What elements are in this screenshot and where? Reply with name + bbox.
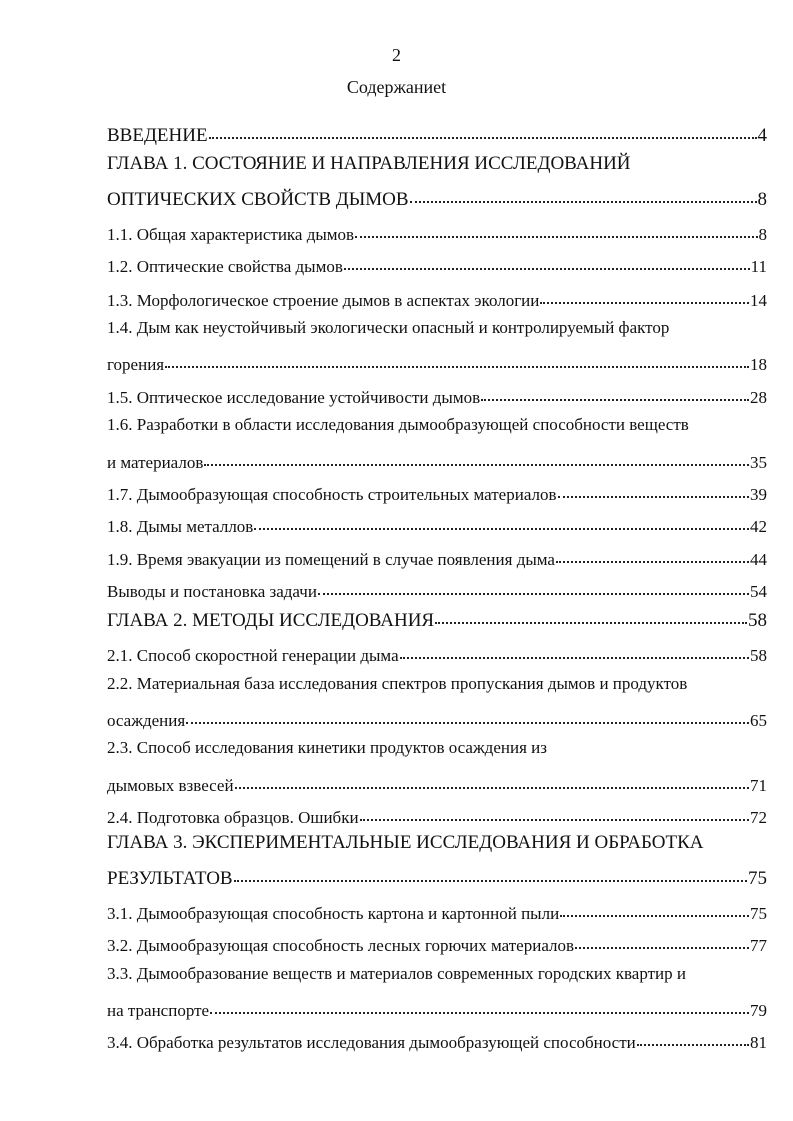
toc-leader-dots [360, 801, 749, 821]
toc-entry-1-6-line1[interactable] [107, 415, 767, 435]
toc-leader-dots [209, 119, 757, 139]
toc-entry-text: ГЛАВА 1. СОСТОЯНИЕ И НАПРАВЛЕНИЯ ИССЛЕДОВАНИЙ [107, 153, 631, 174]
toc-entry-1-4-line1[interactable] [107, 318, 767, 338]
toc-entry-2-4[interactable] [107, 803, 767, 828]
toc-leader-dots [355, 218, 757, 238]
toc-entry-text: 3.4. Обработка результатов исследования дымообразующей способности [107, 1033, 636, 1052]
toc-entry-text: ГЛАВА 3. ЭКСПЕРИМЕНТАЛЬНЫЕ ИССЛЕДОВАНИЯ И ОБРАБОТКА [107, 832, 704, 853]
toc-leader-dots [186, 704, 749, 724]
toc-entry-2-2-line1[interactable] [107, 674, 767, 694]
toc-page-number: 75 [750, 904, 767, 923]
page-number: 2 [392, 45, 401, 65]
toc-entry-3-3-line1[interactable] [107, 964, 767, 984]
toc-leader-dots [344, 250, 750, 270]
toc-page-number: 79 [750, 1001, 767, 1020]
toc-entry-chapter-2[interactable] [107, 606, 767, 632]
toc-entry-2-3-line1[interactable] [107, 738, 767, 758]
toc-entry-text: горения [107, 355, 165, 374]
toc-page-number: 81 [750, 1033, 767, 1052]
toc-entry-1-2[interactable] [107, 252, 767, 277]
toc-entry-text: осаждения [107, 711, 186, 730]
toc-page-number: 14 [750, 291, 767, 310]
toc-entry-text: 1.5. Оптическое исследование устойчивости дымов [107, 388, 481, 407]
toc-leader-dots [575, 929, 749, 949]
toc-leader-dots [204, 446, 749, 466]
toc-page-number: 39 [750, 485, 767, 504]
toc-leader-dots [560, 897, 749, 917]
toc-entry-1-5[interactable] [107, 383, 767, 408]
toc-entry-text: 1.2. Оптические свойства дымов [107, 257, 343, 276]
toc-entry-text: 1.9. Время эвакуации из помещений в случае появления дыма [107, 550, 555, 569]
toc-entry-text: 2.4. Подготовка образцов. Ошибки [107, 808, 359, 827]
toc-entry-1-1[interactable] [107, 220, 767, 245]
toc-entry-2-2[interactable] [107, 706, 767, 731]
toc-leader-dots [234, 862, 747, 882]
toc-entry-3-3[interactable] [107, 996, 767, 1021]
toc-page-number: 54 [750, 582, 767, 601]
toc-entry-text: 2.1. Способ скоростной генерации дыма [107, 646, 399, 665]
toc-page-number: 72 [750, 808, 767, 827]
toc-page-number: 8 [758, 225, 767, 244]
toc-entry-1-7[interactable] [107, 480, 767, 505]
toc-entry-text: 1.8. Дымы металлов [107, 517, 254, 536]
toc-entry-text: 3.3. Дымообразование веществ и материалов современных городских квартир и [107, 964, 686, 983]
toc-entry-introduction[interactable] [107, 121, 767, 147]
toc-page-number: 18 [750, 355, 767, 374]
toc-leader-dots [558, 478, 749, 498]
toc-page-number: 11 [750, 257, 767, 276]
toc-page-number: 35 [750, 453, 767, 472]
toc-entry-text: РЕЗУЛЬТАТОВ [107, 868, 233, 889]
toc-entry-2-1[interactable] [107, 641, 767, 666]
toc-entry-1-6[interactable] [107, 448, 767, 473]
toc-entry-text: 3.2. Дымообразующая способность лесных горючих материалов [107, 936, 575, 955]
toc-entry-text: 1.3. Морфологическое строение дымов в аспектах экологии [107, 291, 540, 310]
toc-leader-dots [235, 769, 749, 789]
toc-leader-dots [400, 639, 749, 659]
toc-page-number: 65 [750, 711, 767, 730]
toc-leader-dots [637, 1026, 749, 1046]
toc-entry-3-1[interactable] [107, 899, 767, 924]
toc-entry-text: ГЛАВА 2. МЕТОДЫ ИССЛЕДОВАНИЯ [107, 610, 435, 631]
toc-leader-dots [254, 510, 749, 530]
toc-entry-conclusions[interactable] [107, 577, 767, 602]
toc-entry-text: 1.1. Общая характеристика дымов [107, 225, 355, 244]
toc-leader-dots [318, 575, 749, 595]
toc-entry-text: 1.6. Разработки в области исследования дымообразующей способности веществ [107, 415, 689, 434]
toc-page-number: 58 [750, 646, 767, 665]
toc-leader-dots [410, 183, 757, 203]
toc-page-number: 58 [748, 610, 767, 631]
toc-leader-dots [165, 348, 749, 368]
toc-entry-text: ВВЕДЕНИЕ [107, 125, 208, 146]
toc-page-number: 4 [757, 125, 767, 146]
toc-entry-text: ОПТИЧЕСКИХ СВОЙСТВ ДЫМОВ [107, 189, 409, 210]
toc-entry-text: Выводы и постановка задачи [107, 582, 317, 601]
toc-entry-text: 2.2. Материальная база исследования спектров пропускания дымов и продуктов [107, 674, 688, 693]
toc-page-number: 44 [750, 550, 767, 569]
toc-title: Содержаниеt [346, 77, 447, 97]
toc-page-number: 71 [750, 776, 767, 795]
toc-page-number: 42 [750, 517, 767, 536]
toc-entry-text: 1.7. Дымообразующая способность строительных материалов [107, 485, 557, 504]
toc-entry-text: и материалов [107, 453, 204, 472]
toc-entry-chapter-3[interactable] [107, 864, 767, 890]
toc-entry-3-2[interactable] [107, 931, 767, 956]
toc-entry-2-3[interactable] [107, 771, 767, 796]
toc-entry-text: дымовых взвесей [107, 776, 234, 795]
toc-entry-1-8[interactable] [107, 512, 767, 537]
toc-leader-dots [556, 543, 749, 563]
toc-entry-1-9[interactable] [107, 545, 767, 570]
toc-entry-3-4[interactable] [107, 1028, 767, 1053]
toc-entry-text: 1.4. Дым как неустойчивый экологически опасный и контролируемый фактор [107, 318, 670, 337]
toc-entry-chapter-3-line1[interactable] [107, 832, 767, 854]
toc-page-number: 8 [757, 189, 767, 210]
toc-leader-dots [481, 381, 749, 401]
toc-leader-dots [435, 604, 747, 624]
toc-entry-text: на транспорте [107, 1001, 210, 1020]
toc-entry-chapter-1-line1[interactable] [107, 153, 767, 175]
toc-entry-chapter-1[interactable] [107, 185, 767, 211]
toc-page-number: 75 [748, 868, 767, 889]
toc-leader-dots [210, 994, 749, 1014]
toc-entry-text: 2.3. Способ исследования кинетики продуктов осаждения из [107, 738, 547, 757]
toc-entry-1-4[interactable] [107, 350, 767, 375]
toc-entry-text: 3.1. Дымообразующая способность картона и картонной пыли [107, 904, 560, 923]
toc-entry-1-3[interactable] [107, 286, 767, 311]
toc-page-number: 77 [750, 936, 767, 955]
toc-leader-dots [540, 284, 749, 304]
toc-page-number: 28 [750, 388, 767, 407]
